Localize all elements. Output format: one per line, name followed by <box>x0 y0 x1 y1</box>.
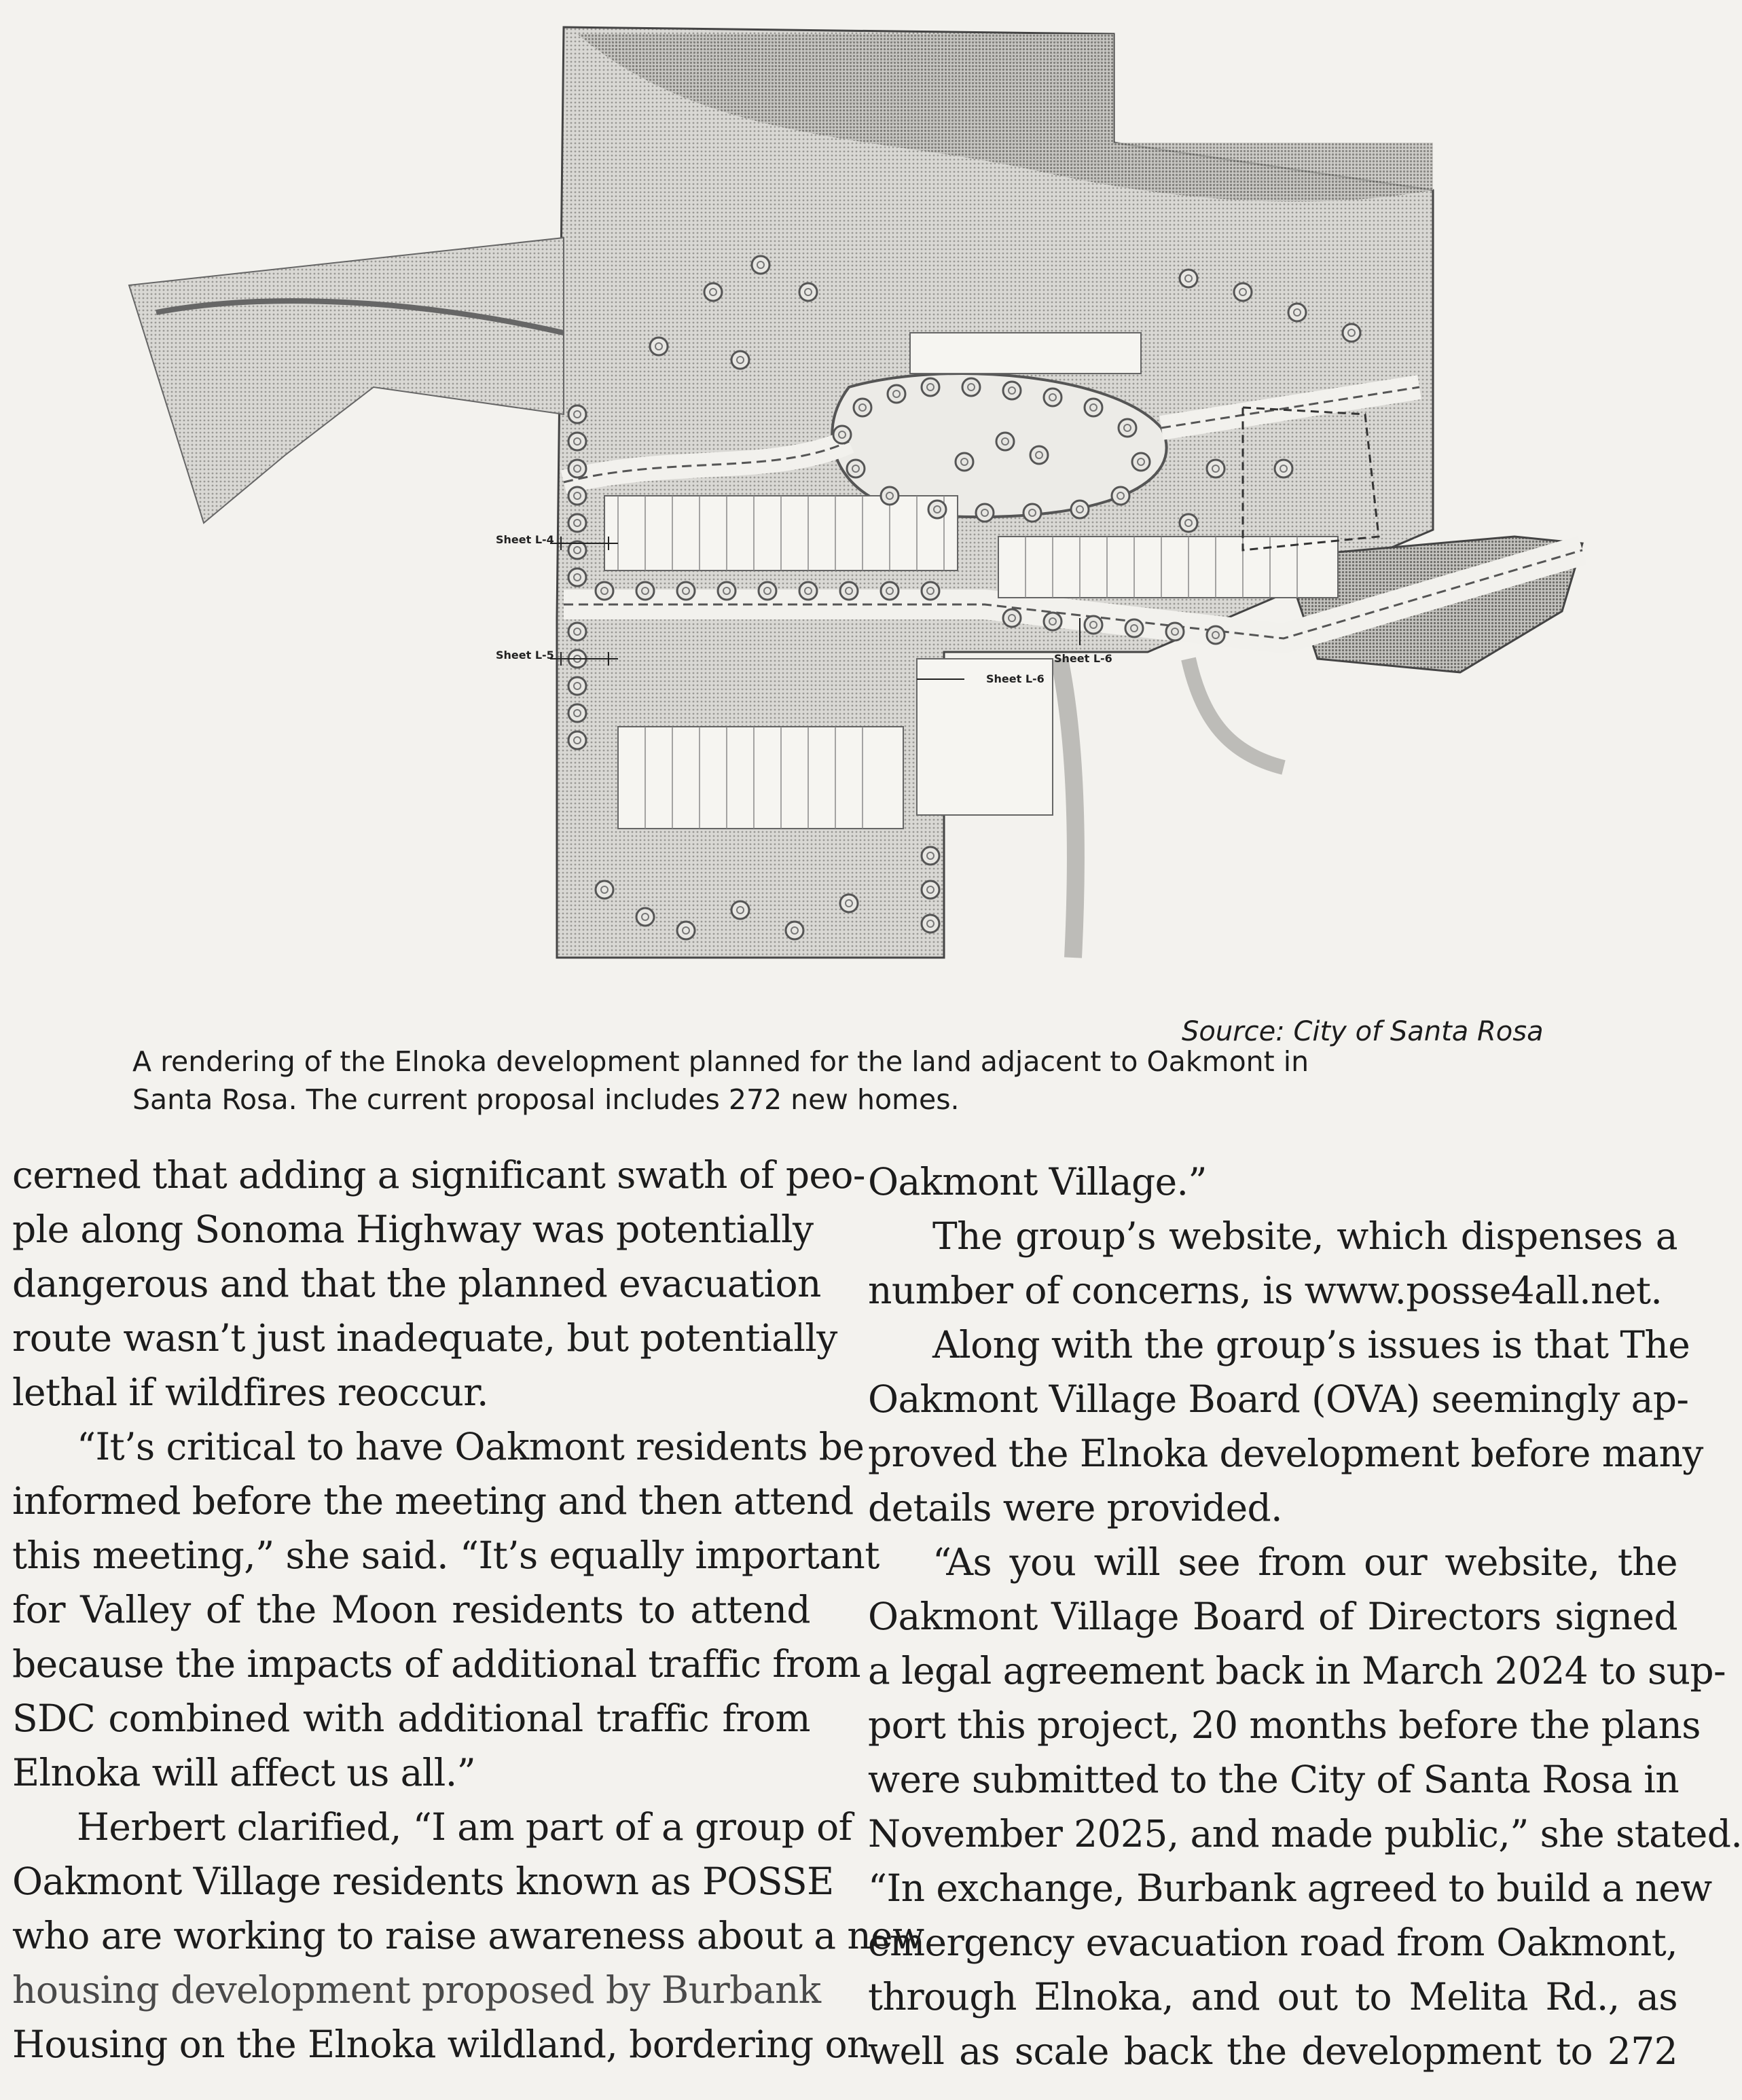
text-line: port this project, 20 months before the plans <box>868 1703 1701 1747</box>
text-line: SDC combined with additional traffic from <box>12 1697 810 1740</box>
text-line: dangerous and that the planned evacuation <box>12 1262 821 1305</box>
text-line: route wasn’t just inadequate, but potentially <box>12 1316 837 1360</box>
sheet-label-l5: Sheet L-5 <box>496 649 554 662</box>
text-line: “It’s critical to have Oakmont residents be <box>77 1425 865 1468</box>
text-line: Housing on the Elnoka wildland, bordering on <box>12 2023 871 2066</box>
article-column-left <box>12 1148 924 2071</box>
text-line: Oakmont Village Board (OVA) seemingly ap- <box>868 1377 1689 1421</box>
text-line: who are working to raise awareness about a new <box>12 1914 924 1957</box>
text-line: through Elnoka, and out to Melita Rd., as <box>868 1975 1677 2018</box>
figure-caption <box>132 1043 1545 1119</box>
sheet-label-l6a: Sheet L-6 <box>986 672 1045 685</box>
sheet-label-l6b: Sheet L-6 <box>1054 652 1112 665</box>
text-line: ple along Sonoma Highway was potentially <box>12 1208 814 1251</box>
text-line: November 2025, and made public,” she stated. <box>868 1812 1742 1855</box>
caption-line: A rendering of the Elnoka development planned for the land adjacent to Oakmont in <box>132 1045 1309 1078</box>
text-line: Along with the group’s issues is that The <box>932 1323 1690 1366</box>
text-line: informed before the meeting and then attend <box>12 1479 854 1523</box>
text-line: cerned that adding a significant swath of peo- <box>12 1153 865 1197</box>
text-line: proved the Elnoka development before many <box>868 1432 1703 1475</box>
text-line: “As you will see from our website, the <box>932 1540 1677 1584</box>
text-line: because the impacts of additional traffic from <box>12 1642 860 1686</box>
text-line: lethal if wildfires reoccur. <box>12 1371 488 1414</box>
text-line: well as scale back the development to 272 <box>868 2029 1677 2073</box>
text-line: were submitted to the City of Santa Rosa in <box>868 1758 1680 1801</box>
site-plan-rendering <box>129 7 1596 1012</box>
text-line: Oakmont Village residents known as POSSE <box>12 1860 834 1903</box>
text-line: details were provided. <box>868 1486 1283 1529</box>
text-line: Oakmont Village Board of Directors signed <box>868 1595 1677 1638</box>
text-line: this meeting,” she said. “It’s equally important <box>12 1534 879 1577</box>
text-line: emergency evacuation road from Oakmont, <box>868 1921 1677 1964</box>
text-line: housing development proposed by Burbank <box>12 1968 821 2012</box>
caption-line: Santa Rosa. The current proposal includes 272 new homes. <box>132 1083 960 1116</box>
text-line: number of concerns, is www.posse4all.net. <box>868 1269 1663 1312</box>
text-line: Elnoka will affect us all.” <box>12 1751 476 1794</box>
article-column-right <box>868 1155 1742 2078</box>
image-credit: Source: City of Santa Rosa <box>1182 1016 1544 1047</box>
text-line: Herbert clarified, “I am part of a group of <box>77 1805 852 1849</box>
text-line: The group’s website, which dispenses a <box>932 1214 1677 1258</box>
text-line: Oakmont Village.” <box>868 1160 1207 1203</box>
western-parcel <box>129 238 564 523</box>
text-line: a legal agreement back in March 2024 to sup- <box>868 1649 1726 1692</box>
sheet-label-l4: Sheet L-4 <box>496 533 554 546</box>
text-line: for Valley of the Moon residents to attend <box>12 1588 810 1631</box>
text-line: “In exchange, Burbank agreed to build a new <box>868 1866 1712 1910</box>
